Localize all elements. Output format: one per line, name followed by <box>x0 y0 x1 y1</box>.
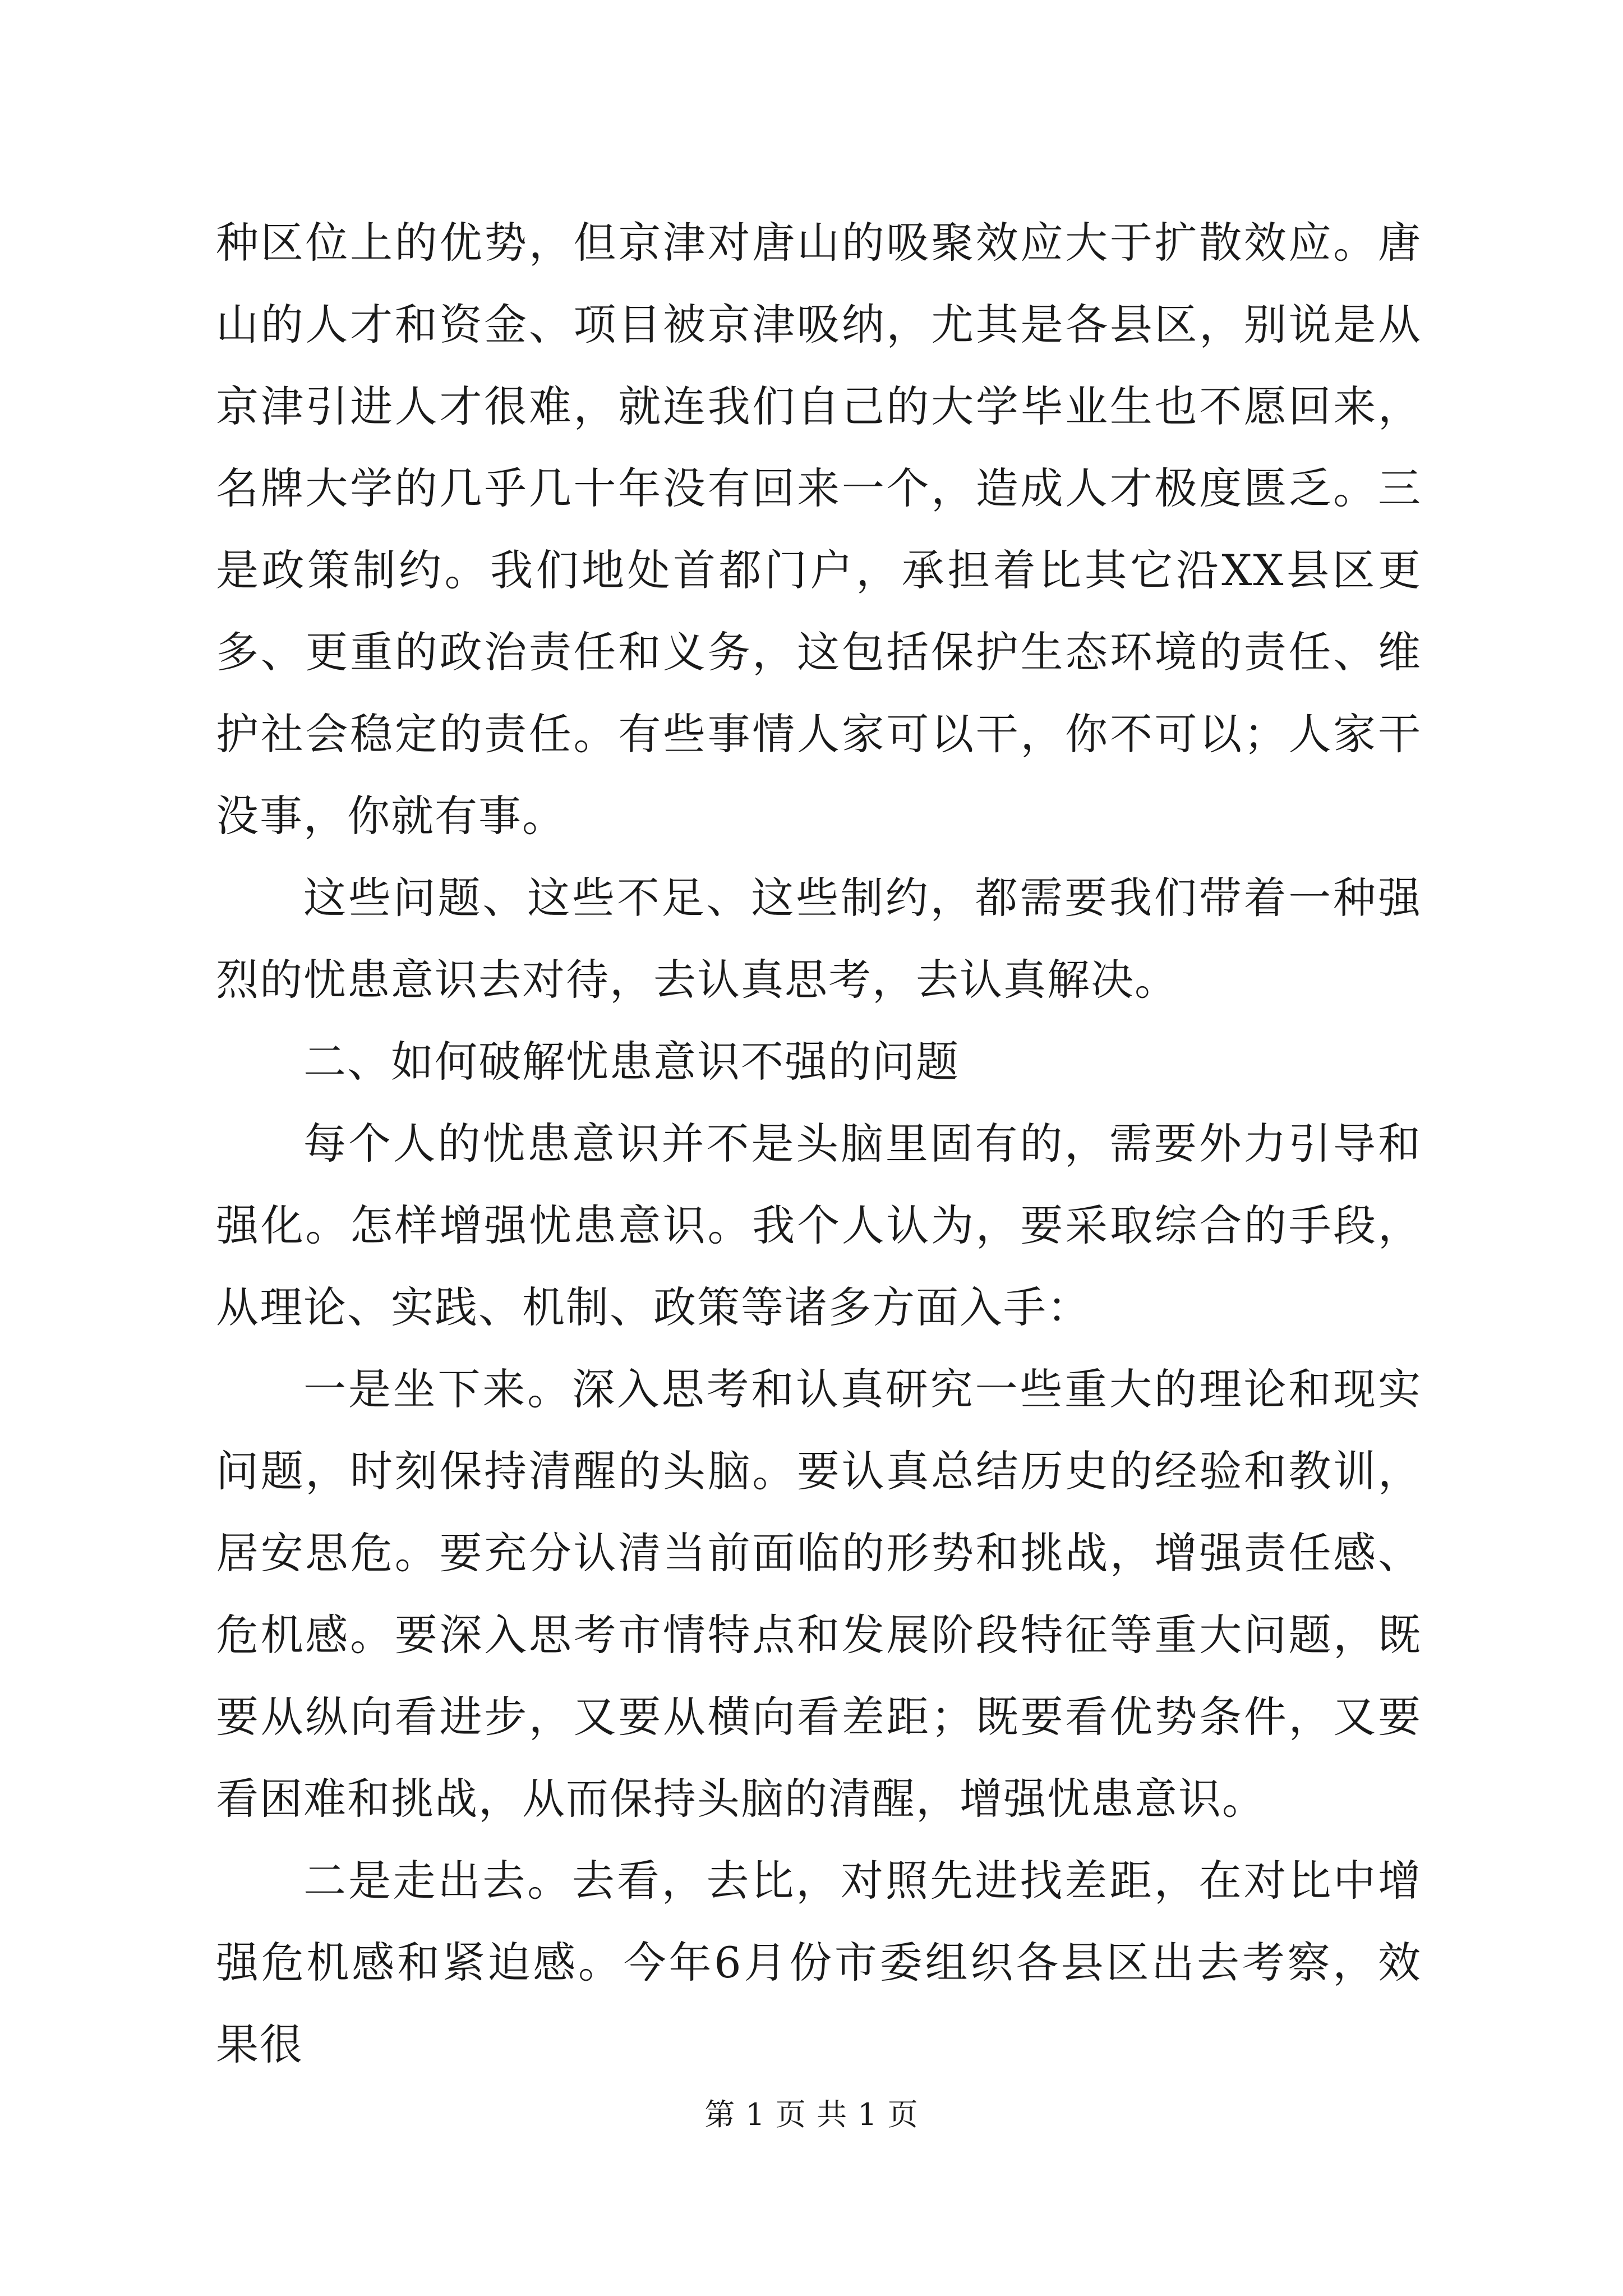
paragraph-continuation: 种区位上的优势，但京津对唐山的吸聚效应大于扩散效应。唐山的人才和资金、项目被京津吸纳，尤其是各县区，别说是从京津引进人才很难，就连我们自己的大学毕业生也不愿回来，名牌大学的几乎几十年没有回来一个，造成人才极度匮乏。三是政策制约。我们地处首都门户，承担着比其它沿XX县区更多、更重的政治责任和义务，这包括保护生态环境的责任、维护社会稳定的责任。有些事情人家可以干，你不可以；人家干没事，你就有事。 <box>216 218 1422 841</box>
page-number-footer: 第 1 页 共 1 页 <box>704 2097 919 2132</box>
paragraph-intro: 每个人的忧患意识并不是头脑里固有的，需要外力引导和强化。怎样增强忧患意识。我个人认为，要采取综合的手段，从理论、实践、机制、政策等诸多方面入手： <box>216 1119 1422 1332</box>
document-body <box>216 202 1422 2086</box>
paragraph-problems-summary: 这些问题、这些不足、这些制约，都需要我们带着一种强烈的忧患意识去对待，去认真思考，去认真解决。 <box>216 873 1422 1005</box>
paragraph-point-one: 一是坐下来。深入思考和认真研究一些重大的理论和现实问题，时刻保持清醒的头脑。要认真总结历史的经验和教训，居安思危。要充分认清当前面临的形势和挑战，增强责任感、危机感。要深入思考市情特点和发展阶段特征等重大问题，既要从纵向看进步，又要从横向看差距；既要看优势条件，又要看困难和挑战，从而保持头脑的清醒，增强忧患意识。 <box>216 1364 1422 1824</box>
paragraph-point-two: 二是走出去。去看，去比，对照先进找差距，在对比中增强危机感和紧迫感。今年6月份市委组织各县区出去考察，效果很 <box>216 1856 1422 2069</box>
section-heading: 二、如何破解忧患意识不强的问题 <box>303 1037 960 1087</box>
